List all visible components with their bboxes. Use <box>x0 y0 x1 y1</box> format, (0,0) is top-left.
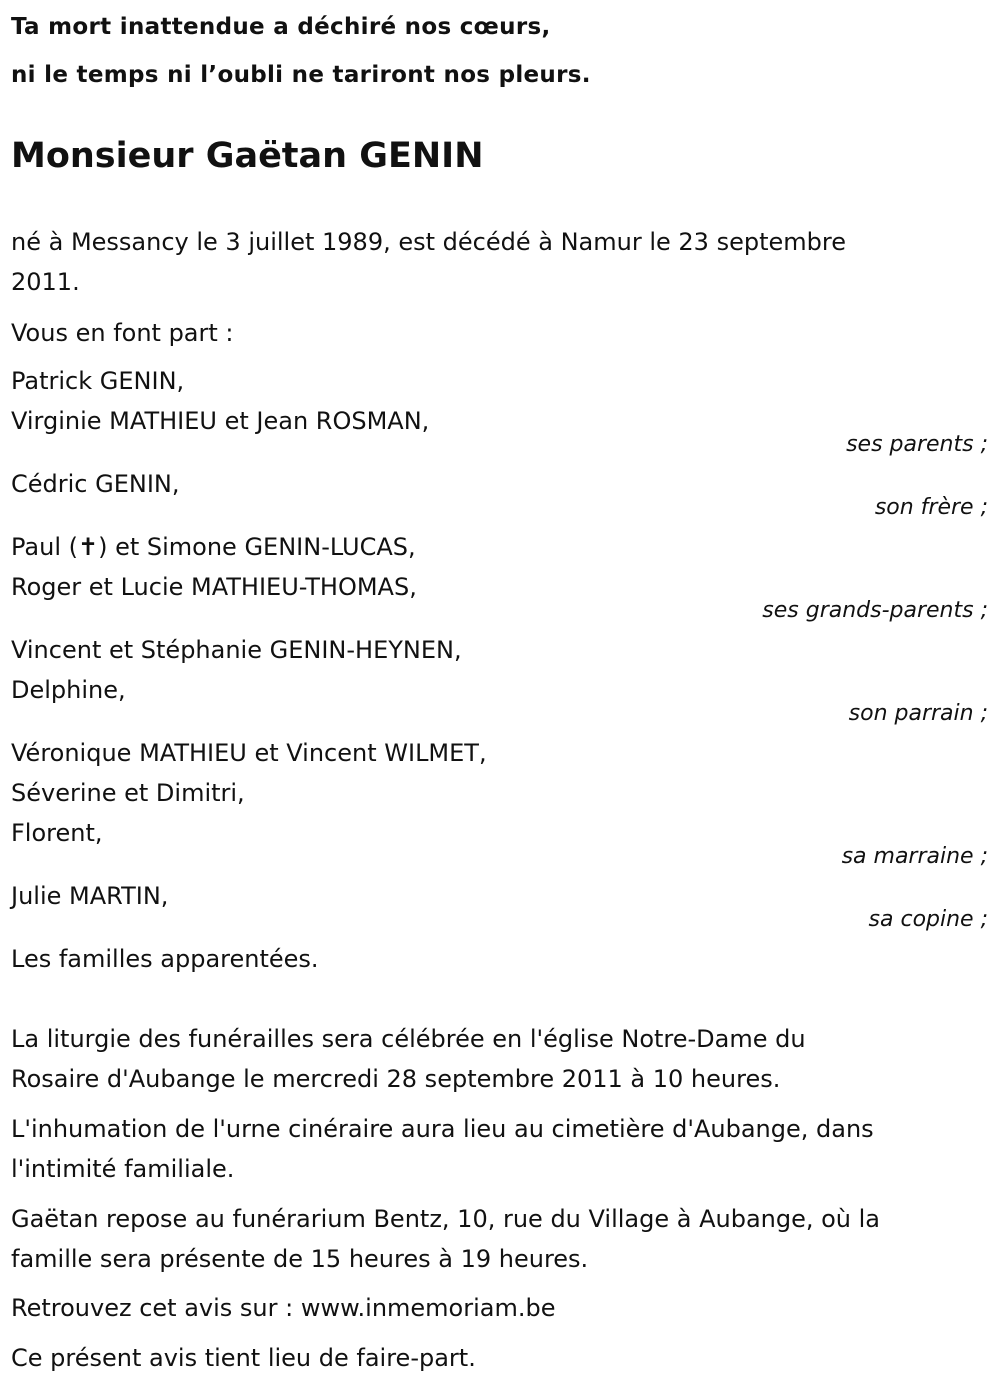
relatives-text: Les familles apparentées. <box>11 945 319 973</box>
godmother-name: Véronique MATHIEU et Vincent WILMET, <box>11 739 487 767</box>
page-title: Monsieur Gaëtan GENIN <box>11 136 484 176</box>
grandparents-name: Paul (✝) et Simone GENIN-LUCAS, <box>11 533 416 561</box>
godmother-relation: sa marraine ; <box>841 844 988 869</box>
godfather-relation: son parrain ; <box>848 701 988 726</box>
funeral-home-line: Gaëtan repose au funérarium Bentz, 10, rue du Village à Aubange, où la <box>11 1205 881 1233</box>
verse-line-2: ni le temps ni l’oubli ne tariront nos pleurs. <box>11 62 591 88</box>
birth-line-1: né à Messancy le 3 juillet 1989, est décédé à Namur le 23 septembre <box>11 228 846 256</box>
godfather-name: Delphine, <box>11 676 126 704</box>
grandparents-name: Roger et Lucie MATHIEU-THOMAS, <box>11 573 417 601</box>
godmother-name: Florent, <box>11 819 103 847</box>
verse-line-1: Ta mort inattendue a déchiré nos cœurs, <box>11 14 551 40</box>
liturgy-line: La liturgie des funérailles sera célébrée en l'église Notre-Dame du <box>11 1025 806 1053</box>
birth-line-2: 2011. <box>11 268 80 296</box>
burial-line: l'intimité familiale. <box>11 1155 235 1183</box>
girlfriend-name: Julie MARTIN, <box>11 882 169 910</box>
godmother-name: Séverine et Dimitri, <box>11 779 245 807</box>
parents-relation: ses parents ; <box>846 432 988 457</box>
funeral-home-line: famille sera présente de 15 heures à 19 heures. <box>11 1245 589 1273</box>
intro-text: Vous en font part : <box>11 319 234 347</box>
parents-name: Virginie MATHIEU et Jean ROSMAN, <box>11 407 430 435</box>
burial-line: L'inhumation de l'urne cinéraire aura lieu au cimetière d'Aubange, dans <box>11 1115 874 1143</box>
notice-text: Ce présent avis tient lieu de faire-part. <box>11 1344 476 1372</box>
brother-name: Cédric GENIN, <box>11 470 180 498</box>
liturgy-line: Rosaire d'Aubange le mercredi 28 septembre 2011 à 10 heures. <box>11 1065 781 1093</box>
grandparents-relation: ses grands-parents ; <box>762 598 988 623</box>
parents-name: Patrick GENIN, <box>11 367 185 395</box>
brother-relation: son frère ; <box>874 495 988 520</box>
godfather-name: Vincent et Stéphanie GENIN-HEYNEN, <box>11 636 462 664</box>
girlfriend-relation: sa copine ; <box>868 907 988 932</box>
website-text: Retrouvez cet avis sur : www.inmemoriam.be <box>11 1294 556 1322</box>
